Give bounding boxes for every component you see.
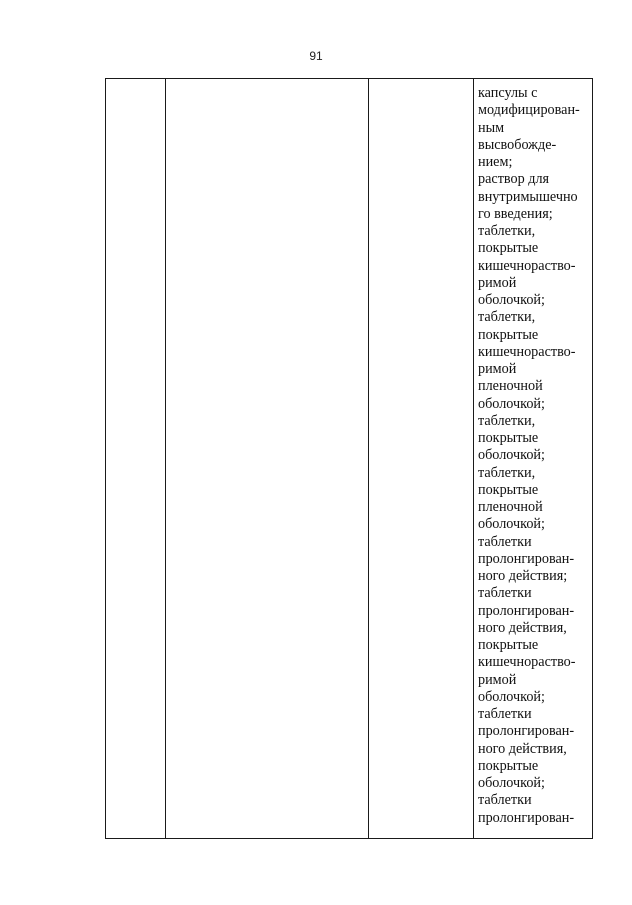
dosage-form-line: таблетки	[478, 706, 532, 722]
dosage-form-line: таблетки,	[478, 412, 536, 429]
dosage-form-line: таблетки,	[478, 223, 536, 239]
column-divider-2	[368, 79, 369, 838]
dosage-form-line: внутримышечно	[478, 188, 578, 205]
dosage-form-line: таблетки,	[478, 464, 536, 481]
dosage-form-line: пленочной	[478, 378, 543, 395]
dosage-form-line: таблетки	[478, 533, 532, 550]
dosage-form-line: покрытые	[478, 240, 539, 257]
dosage-form-line: модифицирован-	[478, 102, 580, 119]
dosage-form-line: раствор для	[478, 171, 550, 188]
column-divider-3	[473, 79, 474, 838]
dosage-form-line: пролонгирован-	[478, 809, 575, 826]
dosage-form-line: нием;	[478, 154, 513, 170]
dosage-form-line: го введения;	[478, 205, 553, 222]
dosage-form-line: высвобожде-	[478, 136, 557, 153]
dosage-form-line: оболочкой;	[478, 688, 545, 705]
page-number: 91	[309, 49, 323, 63]
dosage-form-line: римой	[478, 361, 517, 377]
dosage-form-line: ным	[478, 119, 505, 136]
dosage-form-line: пролонгирован-	[478, 723, 575, 740]
dosage-form-line: пролонгирован-	[478, 602, 575, 619]
table-cell-dosage-forms	[478, 85, 590, 827]
dosage-form-line: римой	[478, 274, 517, 291]
dosage-form-line: таблетки	[478, 792, 532, 809]
dosage-form-line: капсулы с	[478, 85, 538, 101]
drug-table	[105, 78, 593, 839]
dosage-form-line: покрытые	[478, 326, 539, 343]
dosage-form-line: ного действия;	[478, 568, 568, 584]
dosage-form-line: покрытые	[478, 637, 539, 653]
dosage-form-line: кишечнораство-	[478, 257, 576, 274]
dosage-form-line: покрытые	[478, 430, 539, 446]
dosage-form-line: оболочкой;	[478, 447, 545, 464]
dosage-form-line: оболочкой;	[478, 775, 545, 791]
dosage-form-line: кишечнораство-	[478, 343, 576, 360]
dosage-form-line: ного действия,	[478, 740, 567, 757]
dosage-form-line: кишечнораство-	[478, 654, 576, 671]
dosage-form-line: оболочкой;	[478, 395, 545, 412]
column-divider-1	[165, 79, 166, 838]
dosage-form-line: таблетки	[478, 585, 532, 602]
dosage-form-line: римой	[478, 671, 517, 688]
dosage-form-line: ного действия,	[478, 619, 567, 636]
dosage-form-line: оболочкой;	[478, 292, 545, 308]
dosage-form-line: пленочной	[478, 499, 543, 515]
dosage-form-line: покрытые	[478, 757, 539, 774]
dosage-form-line: оболочкой;	[478, 516, 545, 533]
dosage-form-line: пролонгирован-	[478, 550, 575, 567]
dosage-form-line: покрытые	[478, 481, 539, 498]
dosage-form-line: таблетки,	[478, 309, 536, 326]
